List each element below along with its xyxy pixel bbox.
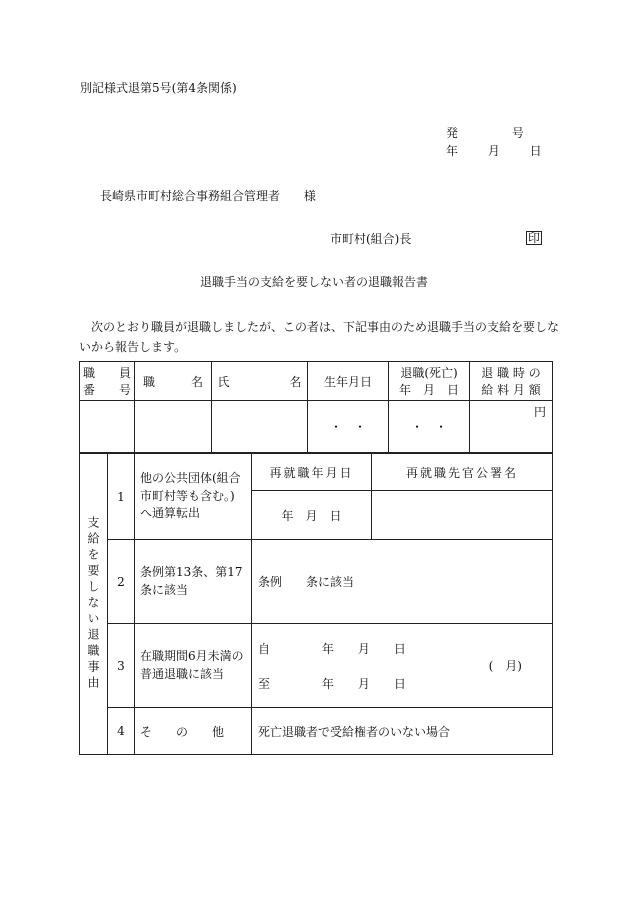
header-salary-line2: 給 料 月 額	[481, 383, 541, 397]
cell-birthdate[interactable]: ・ ・	[308, 401, 389, 453]
seal-mark: 印	[528, 231, 541, 245]
header-staff-number	[80, 362, 135, 401]
reemploy-office-header: 再就職先官公署名	[372, 454, 553, 491]
reason-4-detail[interactable]: 死亡退職者で受給権者のいない場合	[252, 708, 553, 755]
header-retire-line2: 年 月 日	[398, 383, 459, 397]
period-to-date: 年 月 日	[321, 676, 406, 691]
sender: 市町村(組合)長	[330, 232, 412, 246]
header-staff-number-line2: 番 号	[82, 383, 131, 397]
issue-date-label: 年 月 日	[446, 144, 542, 158]
cell-position[interactable]	[135, 401, 212, 453]
issue-number-label: 発 号	[446, 126, 524, 140]
reemploy-date-value[interactable]: 年 月 日	[252, 491, 372, 540]
reasons-heading-cell	[80, 454, 108, 755]
intro-line-1: 次のとおり職員が退職しましたが、この者は、下記事由のため退職手当の支給を要しな	[91, 320, 560, 334]
reemploy-date-header: 再就職年月日	[252, 454, 372, 491]
header-salary-line1: 退 職 時 の	[481, 366, 541, 380]
reasons-heading: 支給を要しない退職事由	[86, 516, 100, 692]
header-birthdate: 生年月日	[308, 362, 389, 401]
reason-4-text: そ の 他	[135, 708, 252, 755]
reason-3-text: 在職期間6月未満の普通退職に該当	[135, 624, 252, 708]
addressee: 長崎県市町村総合事務組合管理者 様	[100, 189, 316, 203]
period-from-date: 年 月 日	[321, 641, 406, 656]
cell-name[interactable]	[212, 401, 308, 453]
reason-3-number: 3	[108, 624, 135, 708]
header-salary	[470, 362, 553, 401]
header-position: 職 名	[135, 362, 212, 401]
period-from-label: 自	[258, 641, 271, 656]
form-number: 別記様式退第5号(第4条関係)	[80, 81, 237, 95]
reason-2-number: 2	[108, 540, 135, 624]
cell-salary[interactable]	[470, 401, 553, 453]
header-staff-number-line1: 職 員	[82, 366, 131, 380]
cell-staff-number[interactable]	[80, 401, 135, 453]
period-to-label: 至	[258, 676, 271, 691]
reason-1-text: 他の公共団体(組合市町村等も含む。)へ通算転出	[135, 454, 252, 540]
header-name: 氏 名	[212, 362, 308, 401]
reason-2-text: 条例第13条、第17条に該当	[135, 540, 252, 624]
yen-label: 円	[533, 405, 546, 419]
reason-4-number: 4	[108, 708, 135, 755]
header-retire-date	[389, 362, 470, 401]
staff-table	[79, 361, 553, 453]
reason-1-number: 1	[108, 454, 135, 540]
reemploy-office-value[interactable]	[372, 491, 553, 540]
reasons-table	[79, 453, 553, 755]
intro-line-2: いから報告します。	[79, 340, 187, 354]
reason-2-detail[interactable]: 条例 条に該当	[252, 540, 553, 624]
cell-retire-date[interactable]: ・ ・	[389, 401, 470, 453]
period-months: ( 月)	[488, 659, 522, 673]
reason-3-period[interactable]	[252, 624, 553, 708]
document-title: 退職手当の支給を要しない者の退職報告書	[200, 275, 429, 289]
header-retire-line1: 退職(死亡)	[400, 366, 458, 380]
